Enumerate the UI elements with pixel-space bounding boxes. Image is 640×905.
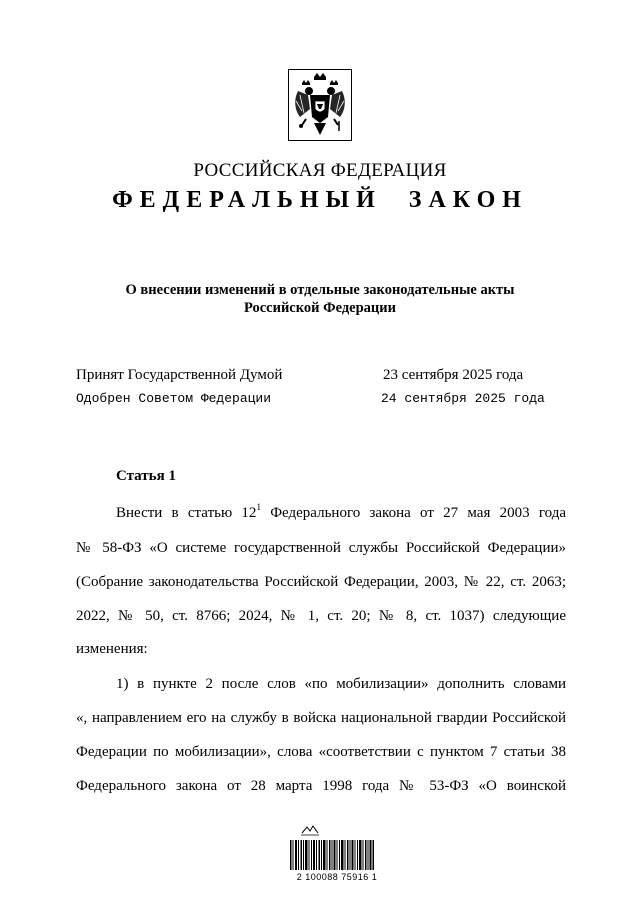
paragraph-2-line-2: «, направлением его на службу в войска национальной гвардии Российской [76, 710, 566, 726]
paragraph-1-line-1 [116, 502, 566, 522]
country-name: РОССИЙСКАЯ ФЕДЕРАЦИЯ [193, 160, 447, 181]
paragraph-1-line-5: изменения: [76, 641, 148, 657]
paragraph-2-line-3: Федерации по мобилизации», слова «соответствии с пунктом 7 статьи 38 [76, 744, 566, 760]
paragraph-2-line-4: Федерального закона от 28 марта 1998 года № 53-ФЗ «О воинской [76, 778, 566, 794]
barcode [282, 824, 392, 886]
adopted-by-duma-date: 23 сентября 2025 года [383, 367, 524, 383]
article-number-superscript: 1 [256, 502, 261, 512]
coat-of-arms-icon [288, 69, 352, 141]
adopted-by-duma-label: Принят Государственной Думой [76, 367, 283, 383]
paragraph-1-text-b: Федерального закона от 27 мая 2003 года [260, 505, 566, 521]
paragraph-1-line-4: 2022, № 50, ст. 8766; 2024, № 1, ст. 20; № 8, ст. 1037) следующие [76, 608, 566, 624]
paragraph-1-line-3: (Собрание законодательства Российской Федерации, 2003, № 22, ст. 2063; [76, 574, 566, 590]
paragraph-1-text-a: Внести в статью 12 [116, 505, 257, 521]
printer-mark-icon [300, 824, 320, 836]
barcode-icon [290, 840, 374, 870]
law-title-line-1: О внесении изменений в отдельные законодательные акты [125, 282, 515, 298]
approved-by-council-label: Одобрен Советом Федерации [76, 391, 272, 406]
law-title [80, 281, 560, 317]
document-type: ФЕДЕРАЛЬНЫЙ ЗАКОН [112, 187, 528, 213]
law-title-line-2: Российской Федерации [243, 300, 396, 316]
approved-by-council-date: 24 сентября 2025 года [381, 391, 545, 406]
barcode-number: 2 100088 75916 1 [296, 872, 378, 882]
paragraph-2-line-1: 1) в пункте 2 после слов «по мобилизации» дополнить словами [116, 676, 566, 692]
paragraph-1-line-2: № 58-ФЗ «О системе государственной службы Российской Федерации» [76, 540, 566, 556]
article-heading: Статья 1 [116, 468, 176, 484]
